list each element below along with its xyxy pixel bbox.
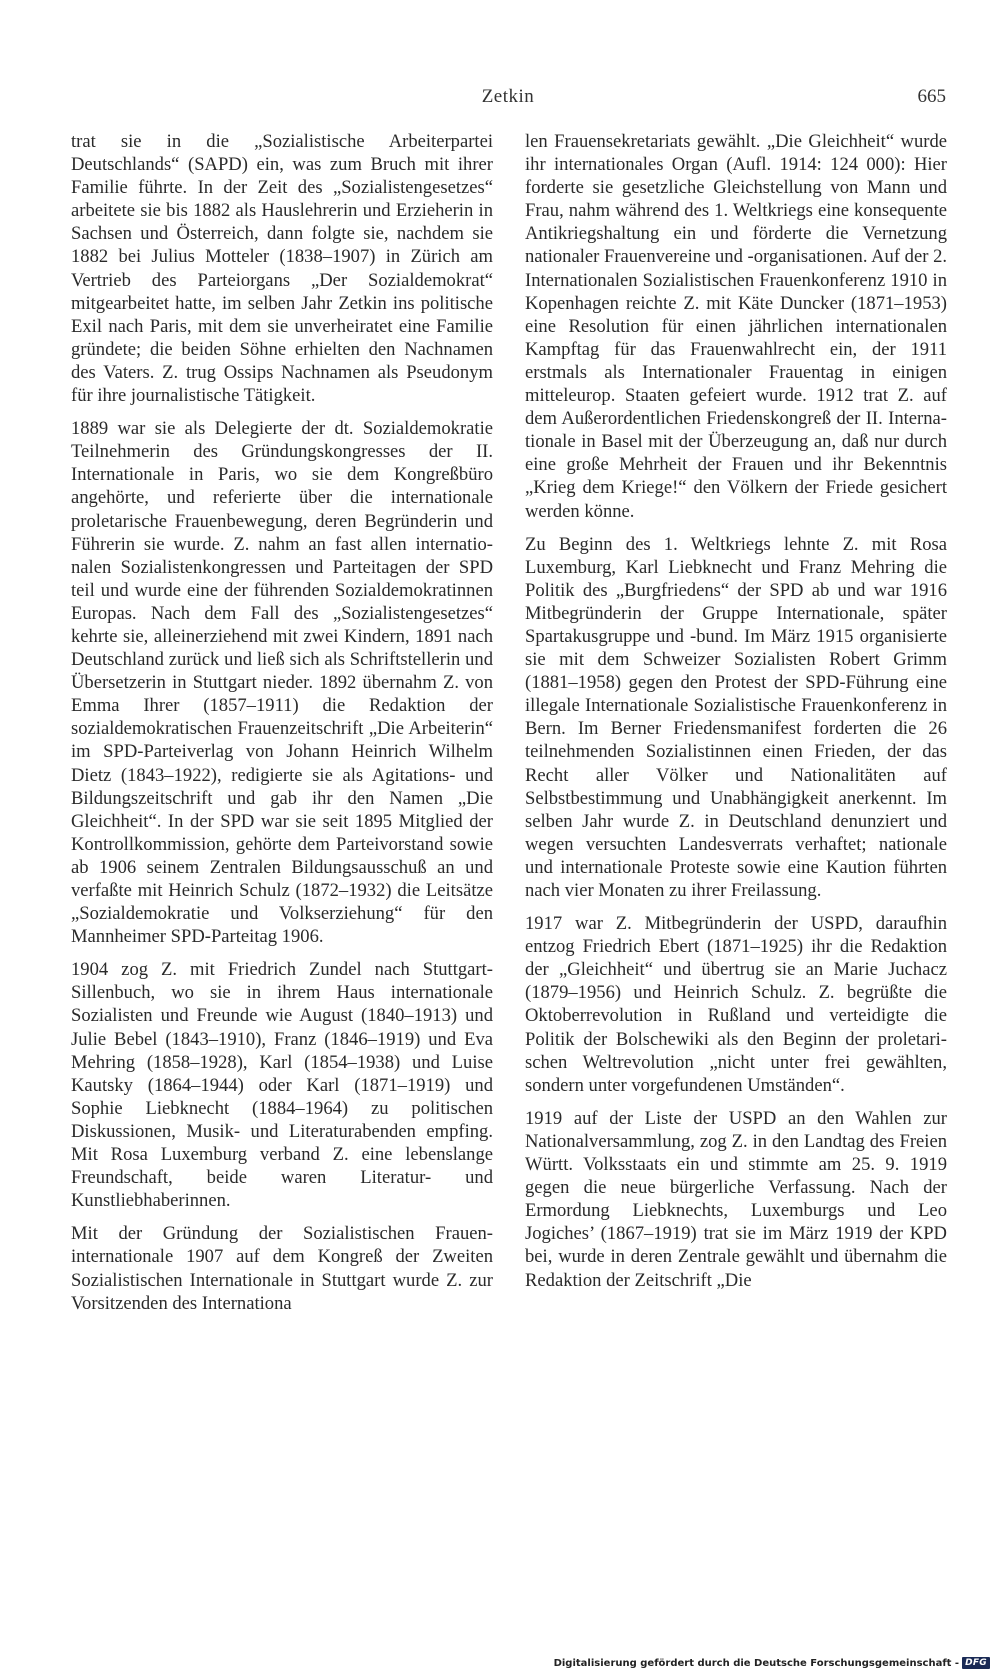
paragraph: trat sie in die „Sozialistische Arbeiterpartei Deutschlands“ (SAPD) ein, was zum Bruch mit ihrer Familie führte. In der Zeit des „Sozialistengesetzes“ arbeitete sie bis 1882 als Hauslehrerin und Erzieherin in Sachsen und Österreich, dann folgte sie, nachdem sie 1882 bei Julius Motteler (1838–1907) in Zürich am Vertrieb des Parteiorgans „Der Sozialdemokrat“ mitgearbeitet hatte, im selben Jahr Zetkin ins politische Exil nach Paris, mit dem sie unverheiratet eine Familie gründete; die beiden Söhne erhielten den Nachnamen des Vaters. Z. trug Ossips Nachnamen als Pseudonym für ihre journalistische Tätigkeit. (71, 131, 493, 407)
page-number: 665 (917, 86, 946, 107)
running-title: Zetkin (481, 86, 535, 107)
digitization-footer (554, 1657, 990, 1669)
paragraph: len Frauensekretariats gewählt. „Die Gleichheit“ wurde ihr internationales Organ (Aufl. 1914: 124 000): Hier forderte sie gesetzliche Gleichstellung von Mann und Frau, nahm während des 1. Weltkriegs eine konsequente Antikriegshaltung ein und förderte die Vernetzung nationaler Frauenvereine und -organisationen. Auf der 2. Internationalen Sozialistischen Frauenkonferenz 1910 in Kopenhagen reichte Z. mit Käte Duncker (1871–1953) eine Resolution für einen jährlichen internationalen Kampftag für das Frauenwahlrecht ein, der 1911 erstmals als Internationaler Frauentag in einigen mitteleurop. Staaten gefeiert wurde. 1912 trat Z. auf dem Außerordentlichen Friedenskongreß der II. Internationale in Basel mit der Überzeugung an, daß nur durch eine große Mehrheit der Frauen und ihr Bekenntnis „Krieg dem Kriege!“ den Völkern der Friede gesichert werden könne. (525, 131, 948, 522)
paragraph: 1904 zog Z. mit Friedrich Zundel nach Stuttgart-Sillenbuch, wo sie in ihrem Haus internationale Sozialisten und Freunde wie August (1840–1913) und Julie Bebel (1843–1910), Franz (1846–1919) und Eva Mehring (1858–1928), Karl (1854–1938) und Luise Kautsky (1864–1944) oder Karl (1871–1919) und Sophie Liebknecht (1884–1964) zu politischen Diskussionen, Musik- und Literaturabenden empfing. Mit Rosa Luxemburg verband Z. eine lebenslange Freundschaft, beide waren Literatur- und Kunstliebhaberinnen. (71, 959, 493, 1212)
right-column (525, 130, 947, 1302)
paragraph: 1919 auf der Liste der USPD an den Wahlen zur Nationalversammlung, zog Z. in den Landtag des Freien Württ. Volksstaats ein und stimmte am 25. 9. 1919 gegen die neue bürgerliche Verfassung. Nach der Ermordung Liebknechts, Luxemburgs und Leo Jogiches’ (1867–1919) trat sie im März 1919 der KPD bei, wurde in deren Zentrale gewählt und übernahm die Redaktion der Zeitschrift „Die (525, 1107, 947, 1291)
dfg-logo: DFG (962, 1657, 990, 1669)
paragraph: Zu Beginn des 1. Weltkriegs lehnte Z. mit Rosa Luxemburg, Karl Liebknecht und Franz Mehring die Politik des „Burgfriedens“ der SPD ab und war 1916 Mitbegründerin der Gruppe Internationale, später Spartakusgruppe und -bund. Im März 1915 organisierte sie mit dem Schweizer Sozialisten Robert Grimm (1881–1958) gegen den Protest der SPD-Führung eine illegale Internationale Sozialistische Frauenkonferenz in Bern. Im Berner Friedensmanifest forderten die 26 teilnehmenden Sozialistinnen einen Frieden, der das Recht aller Völker und Nationalitäten auf Selbstbestimmung und Unabhängigkeit anerkennt. Im selben Jahr wurde Z. in Deutschland denunziert und wegen versuchten Landesverrats verhaftet; nationale und internationale Proteste sowie eine Kaution führten nach vier Monaten zu ihrer Freilassung. (525, 533, 947, 901)
paragraph: 1889 war sie als Delegierte der dt. Sozialdemokratie Teilnehmerin des Gründungskongresses der II. Internationale in Paris, wo sie dem Kongreßbüro angehörte, und referierte über die internationale proletarische Frauenbewegung, deren Begründerin und Führerin sie wurde. Z. nahm an fast allen internationalen Sozialistenkongressen und Parteitagen der SPD teil und wurde eine der führenden Sozialdemokratinnen Europas. Nach dem Fall des „Sozialistengesetzes“ kehrte sie, alleinerziehend mit zwei Kindern, 1891 nach Deutschland zurück und ließ sich als Schriftstellerin und Übersetzerin in Stuttgart nieder. 1892 übernahm Z. von Emma Ihrer (1857–1911) die Redaktion der sozialdemokratischen Frauenzeitschrift „Die Arbeiterin“ im SPD-Parteiverlag von Johann Heinrich Wilhelm Dietz (1843–1922), redigierte sie als Agitations- und Bildungszeitschrift und gab ihr den Namen „Die Gleichheit“. In der SPD war sie seit 1895 Mitglied der Kontrollkommission, gehörte dem Parteivorstand sowie ab 1906 seinem Zentralen Bildungsausschuß an und verfaßte mit Heinrich Schulz (1872–1932) die Leitsätze „Sozialdemokratie und Volkserziehung“ für den Mannheimer SPD-Parteitag 1906. (71, 418, 493, 948)
left-column (71, 130, 493, 1325)
page-header (70, 86, 946, 116)
paragraph: 1917 war Z. Mitbegründerin der USPD, daraufhin entzog Friedrich Ebert (1871–1925) ihr die Redaktion der „Gleichheit“ und übertrug sie an Marie Juchacz (1879–1956) und Heinrich Schulz. Z. begrüßte die Oktoberrevolution in Rußland und verteidigte die Politik der Bolschewiki als den Beginn der proletarischen Weltrevolution „nicht unter frei gewählten, sondern unter vorgefundenen Umständen“. (525, 913, 947, 1096)
paragraph: Mit der Gründung der Sozialistischen Fraueninternationale 1907 auf dem Kongreß der Zweiten Sozialistischen Internationale in Stuttgart wurde Z. zur Vorsitzenden des Internationa (71, 1223, 493, 1314)
footer-text: Digitalisierung gefördert durch die Deutsche Forschungsgemeinschaft - (553, 1657, 960, 1669)
